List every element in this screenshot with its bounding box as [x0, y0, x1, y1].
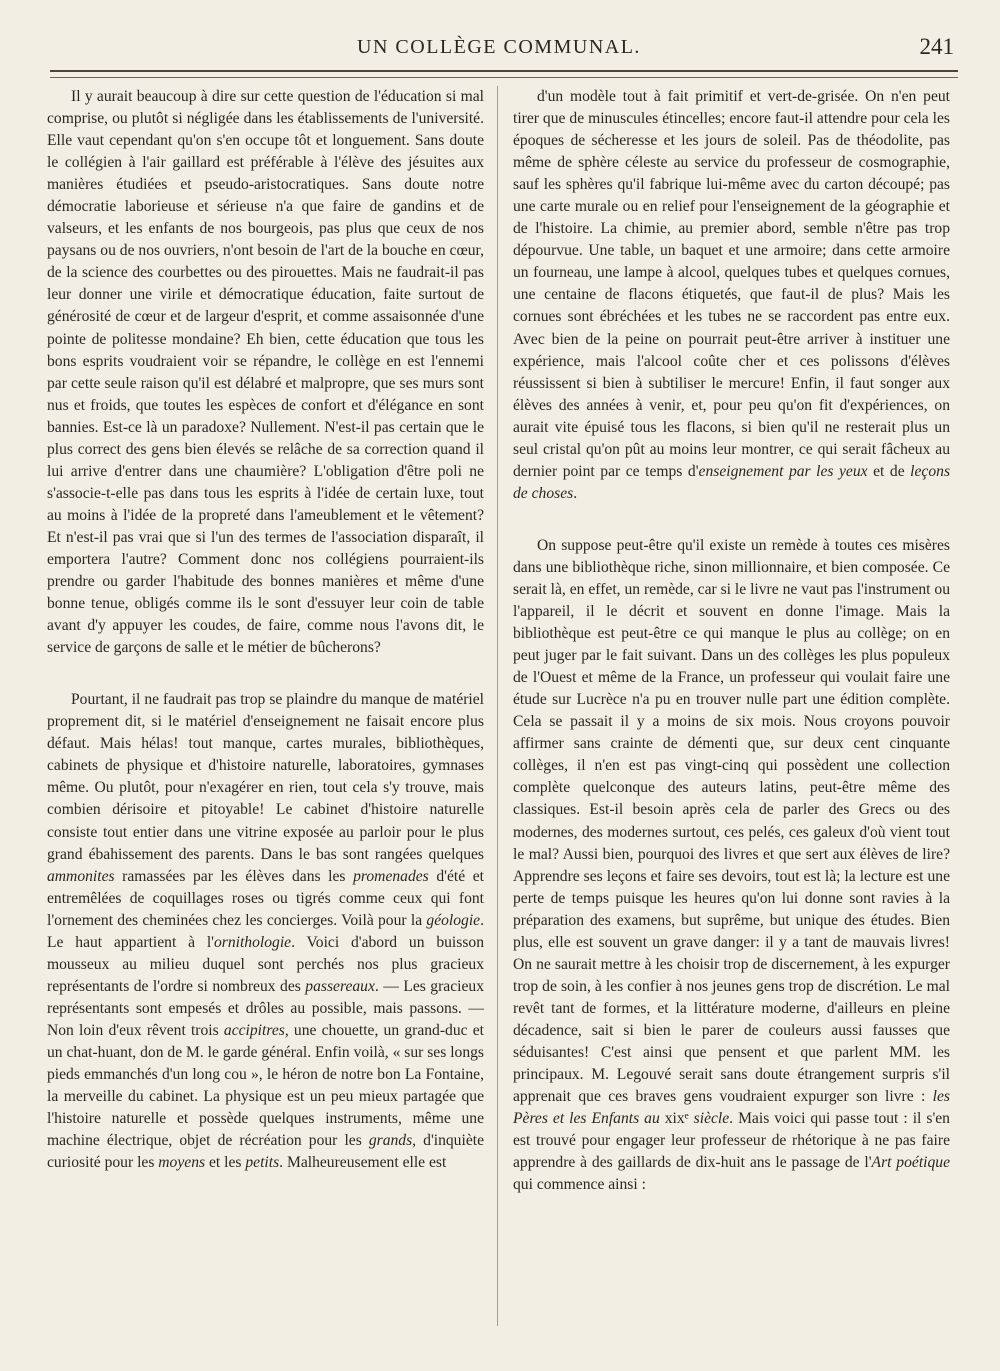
text-run: Il y aurait beaucoup à dire sur cette question de l'éducation si mal comprise, ou plutôt si négligée dans les établissements de l'université. Elle vaut cependant qu'on s'en occupe tôt et longuement. Sans doute le collégien à l'air gaillard est préférable à l'élève des jésuites aux manières étudiées et pseudo-aristocratiques. Sans doute notre démocratie laborieuse et sérieuse n'a que faire de gandins et de valseurs, et les enfants de nos bourgeois, pas plus que ceux de nos paysans ou de nos ouvriers, n'ont besoin de l'art de la bouche en cœur, de la science des courbettes ou des pirouettes. Mais ne faudrait-il pas leur donner une virile et démocratique éducation, faite surtout de générosité de cœur et de largeur d'esprit, et comme assaisonnée d'une pointe de politesse mondaine? Eh bien, cette éducation que tous les bons esprits voudraient voir se répandre, le collège en est l'ennemi par cette seule raison qu'il est délabré et malpropre, que ses murs sont nus et froids, que toutes les espèces de confort et d'élégance en sont bannies. Est-ce là un paradoxe? Nullement. N'est-il pas certain que le plus correct des gens bien élevés se relâche de sa correction quand il lui arrive d'entrer dans une chaumière? L'obligation d'être poli ne s'associe-t-elle pas dans tous les esprits à l'idée de certain luxe, tout au moins à l'idée de la propreté dans l'ameublement et le vêtement? Et n'est-il pas vrai que si l'un des termes de l'association disparaît, il emportera l'autre? Comment donc nos collégiens pourraient-ils prendre ou garder l'habitude des bonnes manières et même d'une bonne tenue, obligés comme ils le sont d'essuyer leur coin de table avant d'y appuyer les coudes, de faire, comme nous l'avons dit, le service de garçons de salle et le métier de bûcherons? [47, 88, 484, 657]
text-run: d'un modèle tout à fait primitif et vert-de-grisée. On n'en peut tirer que de minuscules étincelles; encore faut-il attendre pour cela les époques de sécheresse et les jours de soleil. Pas de théodolite, pas même de sphère céleste au service du professeur de cosmographie, sauf les sphères qu'il fabrique lui-même avec du carton découpé; pas une carte murale ou en relief pour l'enseignement de la géographie et de l'histoire. La chimie, au premier abord, semble n'être pas trop dépourvue. Une table, un baquet et une armoire; dans cette armoire un fourneau, une lampe à alcool, quelques tubes et quelques cornues, une centaine de flacons étiquetés, que faut-il de plus? Mais les cornues sont ébréchées et les tubes ne se raccordent pas entre eux. Avec bien de la peine on pourrait peut-être arriver à instituer une expérience, mais l'alcool coûte cher et ces polissons d'élèves réussissent si bien à subtiliser le mercure! Enfin, il faut songer aux élèves des années à venir, et, pour peu qu'on fit d'expériences, on aurait vite épuisé tous les flacons, si bien qu'il ne resterait plus un seul cristal qu'on pût au moins leur montrer, ce qui serait fâcheux au dernier point par ce temps d' [513, 88, 950, 480]
italic-text: moyens [158, 1154, 206, 1172]
text-run: ramassées par les élèves dans les [114, 867, 354, 885]
header-double-rule [50, 70, 958, 78]
italic-text: géologie [426, 911, 481, 929]
italic-text: Art poétique [871, 1154, 950, 1172]
text-run: . Mais voici qui passe tout : il s'en est trouvé pour engager leur professeur de rhétorique à ne pas faire apprendre à des gaillards de dix-huit ans le passage de l' [513, 1110, 950, 1172]
italic-text: les Pères et les Enfants au [513, 1088, 950, 1128]
text-run: . Malheureusement elle est [279, 1154, 447, 1172]
paragraph [513, 86, 950, 505]
text-run: . Le haut appartient à l' [47, 911, 484, 951]
italic-text: passereaux [305, 977, 375, 995]
page-header [40, 36, 958, 66]
italic-text: siècle [693, 1110, 730, 1128]
text-column-left [47, 86, 484, 1174]
italic-text: leçons de choses [513, 462, 951, 502]
italic-text: ornithologie [213, 933, 292, 951]
text-run: On suppose peut-être qu'il existe un remède à toutes ces misères dans une bibliothèque riche, sinon millionnaire, et bien composée. Ce serait là, en effet, un remède, car si le livre ne vaut pas l'instrument ou l'appareil, il le décrit et souvent en donne l'image. Mais la bibliothèque est peut-être ce qui manque le plus au collège; on en peut juger par le fait suivant. Dans un des collèges les plus populeux de l'Ouest et même de la France, un professeur qui voulait faire une étude sur Lucrèce n'a pu en trouver nulle part une édition complète. Cela se passait il y a moins de six mois. Nous croyons pouvoir affirmer sans crainte de démenti que, sur deux cent cinquante collèges, il n'en est pas vingt-cinq qui possèdent une collection complète quelconque des auteurs latins, peut-être même des classiques. Est-il besoin après cela de parler des Grecs ou des modernes, des modernes surtout, ces pelés, ces galeux d'où vient tout le mal? Aussi bien, pourquoi des livres et que sert aux élèves de lire? Apprendre ses leçons et faire ses devoirs, tout est là; la lecture est une perte de temps puisque les heures qu'on lui donne sont ravies à la préparation des examens, but suprême, but unique des études. Bien plus, elle est souvent un grave danger: il y a tant de mauvais livres! On ne saurait mettre à les choisir trop de discernement, à les expurger trop de soin, à les confier à nos jeunes gens trop de discrétion. Le mal revêt tant de formes, et la littérature moderne, d'ailleurs en pleine décadence, sait si bien le parer de couleurs aussi fausses que séduisantes! C'est ainsi que pensent et que parlent MM. les principaux. M. Legouvé serait sans doute étrangement surpris s'il apprenait que ces braves gens voudraient expurger son livre : [513, 536, 950, 1106]
italic-text: promenades [353, 867, 429, 885]
paragraph [47, 689, 484, 1174]
text-run: xixᵉ [659, 1110, 694, 1128]
paragraph [513, 535, 950, 1196]
running-title: UN COLLÈGE COMMUNAL. [357, 36, 641, 58]
text-run: . Voici d'abord un buisson mousseux au milieu duquel sont perchés nos plus gracieux représentants de l'ordre si nombreux des [47, 933, 484, 995]
text-run: d'été et entremêlées de coquillages roses ou tigrés comme ceux qui font l'ornement des cheminées chez les concierges. Voilà pour la [47, 867, 484, 929]
text-run: une chouette, un grand-duc et un chat-huant, don de M. le garde général. Enfin voilà, « sur ses longs pieds emmanchés d'un long cou », le héron de notre bon La Fontaine, la merveille du cabinet. La physique est un peu mieux partagée que l'histoire naturelle et possède quelques instruments, même une machine électrique, objet de récréation pour les [47, 1021, 484, 1150]
paragraph [47, 86, 484, 659]
text-column-right [513, 86, 950, 1196]
italic-text: petits [245, 1154, 280, 1172]
text-run: Pourtant, il ne faudrait pas trop se plaindre du manque de matériel proprement dit, si le matériel d'enseignement ne faisait encore plus défaut. Mais hélas! tout manque, cartes murales, bibliothèques, cabinets de physique et d'histoire naturelle, laboratoires, gymnases même. Ou plutôt, pour n'exagérer en rien, tout cela s'y trouve, mais combien dérisoire et pitoyable! Le cabinet d'histoire naturelle consiste tout entier dans une vitrine exposée au parloir pour le plus grand ébahissement des parents. Dans le bas sont rangées quelques [47, 691, 484, 863]
page-number: 241 [919, 34, 954, 59]
text-run: . — Les gracieux représentants sont empesés et drôles au possible, mais passons. — Non loin d'eux rêvent trois [47, 977, 484, 1039]
text-run: qui commence ainsi : [513, 1176, 646, 1194]
italic-text: grands, [368, 1132, 417, 1150]
italic-text: enseignement par les yeux [698, 462, 868, 480]
column-divider [497, 86, 498, 1326]
text-run: et de [867, 462, 911, 480]
text-run: d'inquiète curiosité pour les [47, 1132, 484, 1172]
text-run: . [573, 484, 578, 502]
italic-text: ammonites [47, 867, 115, 885]
italic-text: accipitres, [223, 1021, 289, 1039]
text-run: et les [205, 1154, 246, 1172]
